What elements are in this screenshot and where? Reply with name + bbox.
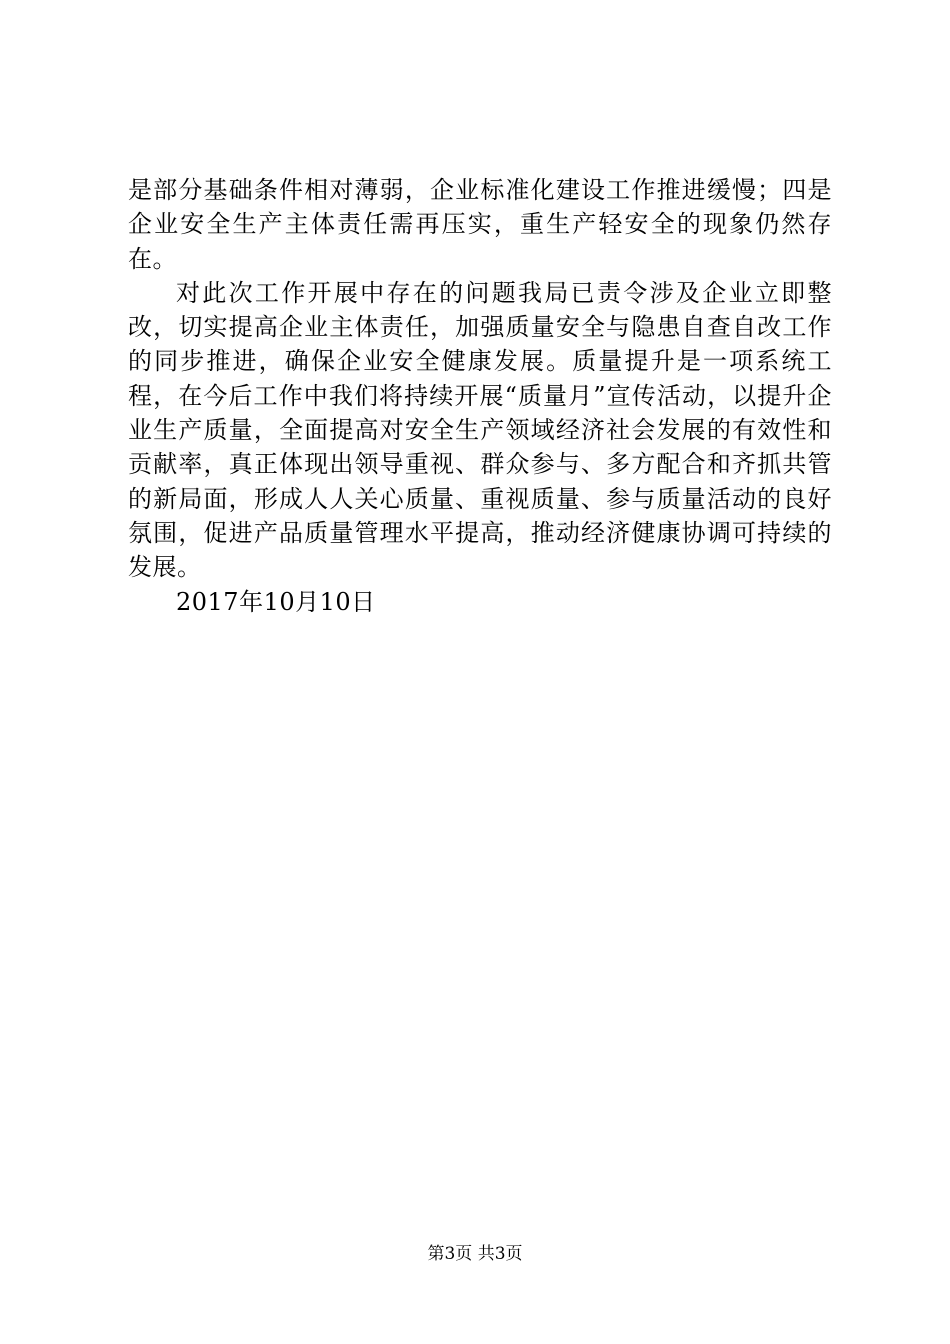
document-date: 2017年10月10日 <box>176 587 376 616</box>
paragraph-continuation: 是部分基础条件相对薄弱，企业标准化建设工作推进缓慢；四是企业安全生产主体责任需再压实，重生产轻安全的现象仍然存在。 <box>128 176 832 273</box>
page-number-label: 第3页 共3页 <box>427 1244 523 1264</box>
page-footer <box>0 1243 950 1265</box>
document-body <box>128 173 832 619</box>
paragraph-rectification: 对此次工作开展中存在的问题我局已责令涉及企业立即整改，切实提高企业主体责任，加强质量安全与隐患自查自改工作的同步推进，确保企业安全健康发展。质量提升是一项系统工程，在今后工作中我们将持续开展“质量月”宣传活动，以提升企业生产质量，全面提高对安全生产领域经济社会发展的有效性和贡献率，真正体现出领导重视、群众参与、多方配合和齐抓共管的新局面，形成人人关心质量、重视质量、参与质量活动的良好氛围，促进产品质量管理水平提高，推动经济健康协调可持续的发展。 <box>128 278 832 582</box>
